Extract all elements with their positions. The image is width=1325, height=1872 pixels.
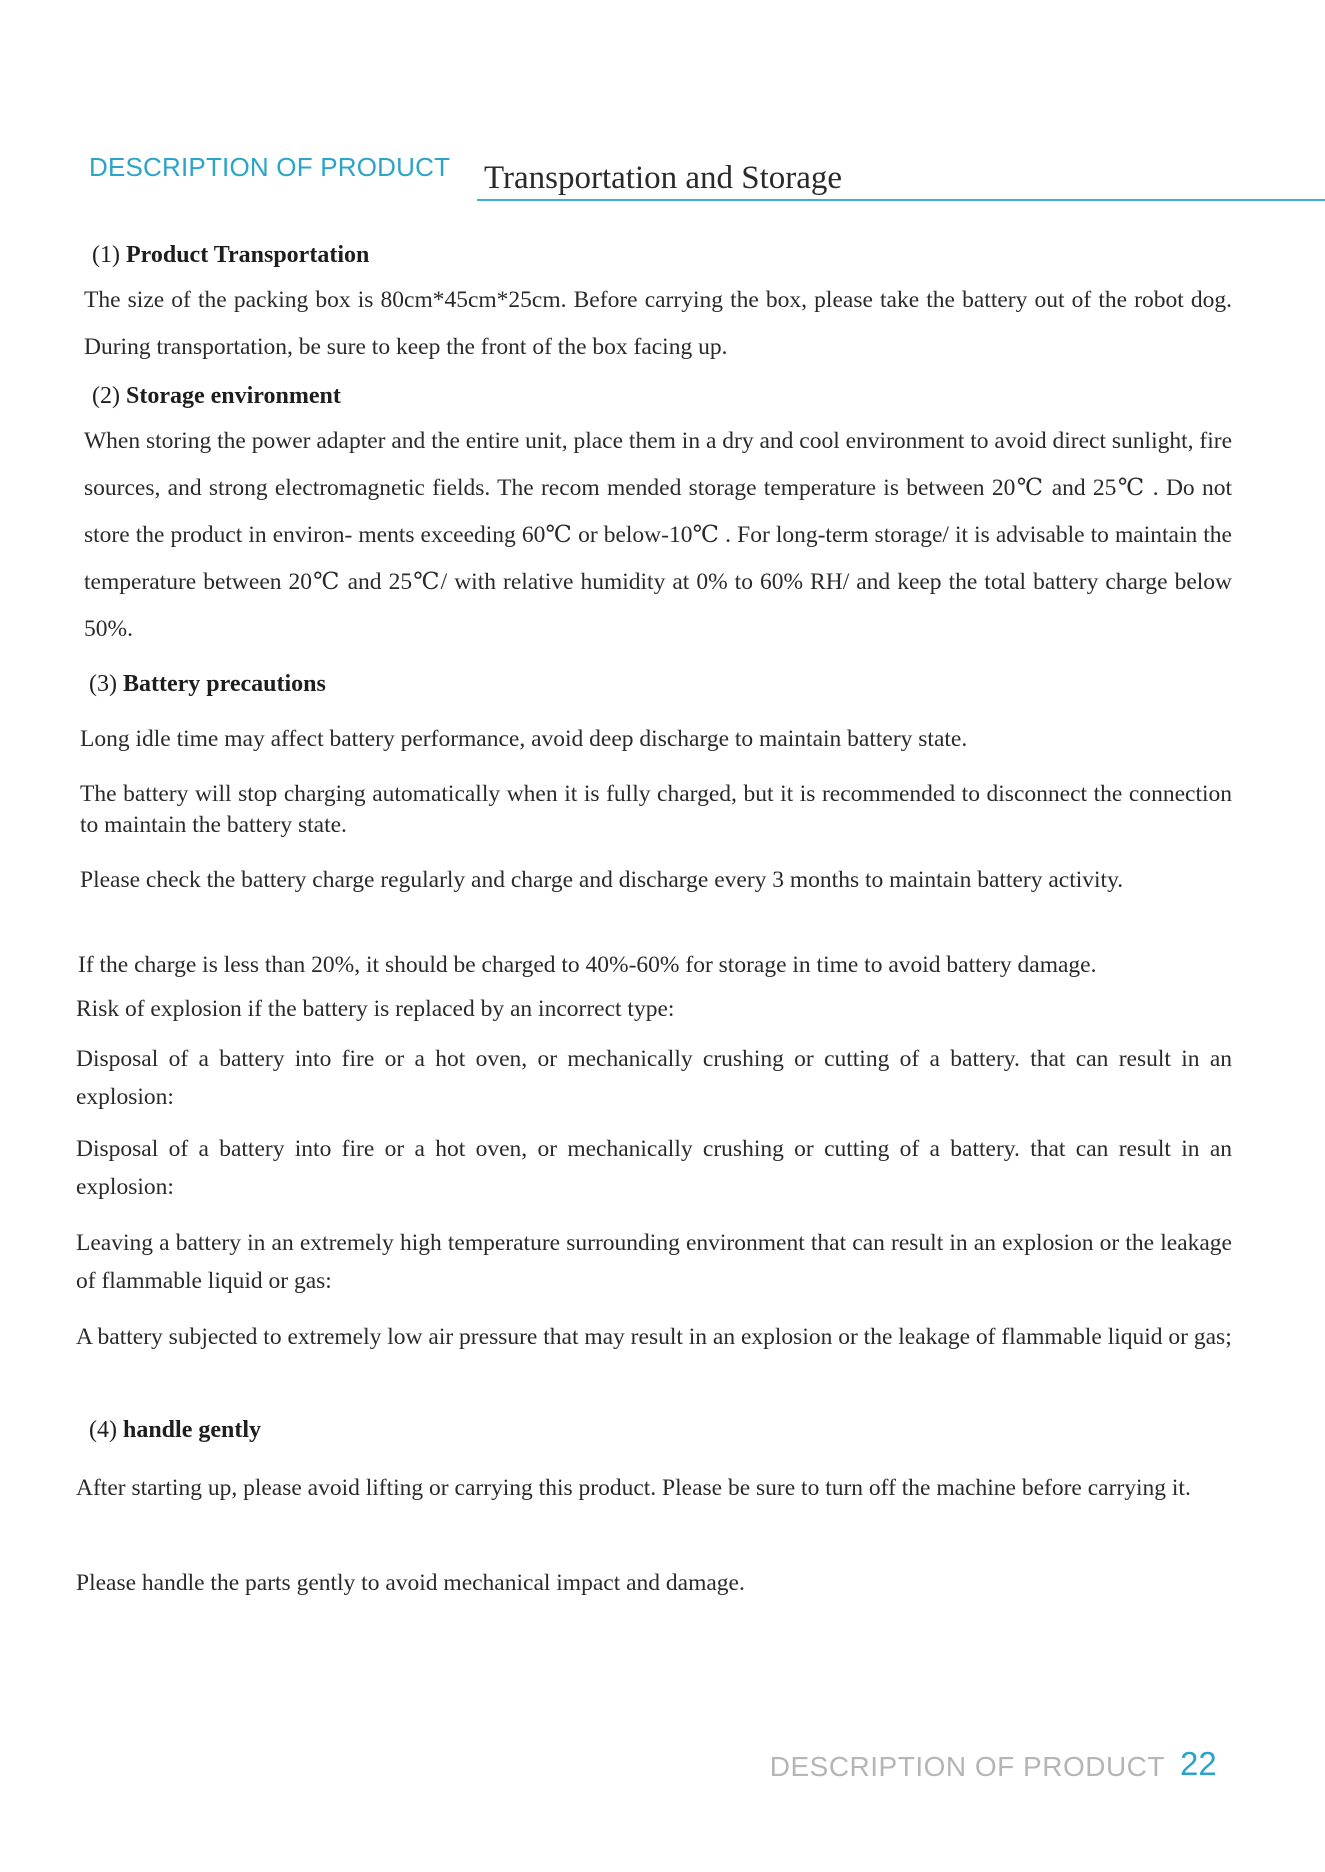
heading-product-transportation <box>92 242 369 269</box>
paragraph-battery-low-charge: If the charge is less than 20%, it should be charged to 40%-60% for storage in time to avoid battery damage. <box>78 952 1097 978</box>
paragraph-battery-idle: Long idle time may affect battery performance, avoid deep discharge to maintain battery state. <box>80 726 968 752</box>
page-title: Transportation and Storage <box>484 160 843 196</box>
footer-section-label: DESCRIPTION OF PRODUCT <box>769 1751 1165 1782</box>
paragraph-battery-disposal-1: Disposal of a battery into fire or a hot oven, or mechanically crushing or cutting of a battery. that can result in an explosion: <box>76 1046 1232 1110</box>
heading-battery-precautions <box>89 671 326 698</box>
paragraph-handle-parts: Please handle the parts gently to avoid mechanical impact and damage. <box>76 1570 745 1596</box>
title-underline <box>477 199 1325 201</box>
paragraph-battery-auto-stop: The battery will stop charging automatically when it is fully charged, but it is recommended to disconnect the connection to maintain the battery state. <box>80 781 1232 838</box>
paragraph-handle-startup: After starting up, please avoid lifting or carrying this product. Please be sure to turn off the machine before carrying it. <box>76 1475 1191 1501</box>
heading-text: Product Transportation <box>125 242 370 268</box>
paragraph-transport: The size of the packing box is 80cm*45cm*25cm. Before carrying the box, please take the battery out of the robot dog. During transportation, be sure to keep the front of the box facing up. <box>84 287 1232 360</box>
heading-number: (4) <box>89 1417 117 1443</box>
page-number: 22 <box>1180 1745 1217 1782</box>
paragraph-battery-check: Please check the battery charge regularly and charge and discharge every 3 months to maintain battery activity. <box>80 867 1124 893</box>
paragraph-storage: When storing the power adapter and the entire unit, place them in a dry and cool environment to avoid direct sunlight, fire sources, and strong electromagnetic fields. The recom mended storage temperature is between 20℃ and 25℃ . Do not store the product in environ- ments exceeding 60℃ or below-10℃ . For long-term storage/ it is advisable to maintain the temperature between 20℃ and 25℃/ with relative humidity at 0% to 60% RH/ and keep the total battery charge below 50%. <box>84 428 1232 642</box>
heading-number: (1) <box>92 242 120 268</box>
paragraph-battery-explosion-risk: Risk of explosion if the battery is replaced by an incorrect type: <box>76 996 675 1022</box>
heading-number: (3) <box>89 671 117 697</box>
heading-number: (2) <box>92 383 120 409</box>
paragraph-battery-disposal-2: Disposal of a battery into fire or a hot oven, or mechanically crushing or cutting of a battery. that can result in an explosion: <box>76 1136 1232 1200</box>
heading-text: Storage environment <box>125 383 341 409</box>
paragraph-battery-high-temp: Leaving a battery in an extremely high temperature surrounding environment that can result in an explosion or the leakage of flammable liquid or gas: <box>76 1230 1232 1294</box>
paragraph-battery-low-pressure: A battery subjected to extremely low air pressure that may result in an explosion or the leakage of flammable liquid or gas; <box>76 1324 1232 1350</box>
heading-text: Battery precautions <box>122 671 326 697</box>
heading-handle-gently <box>89 1417 261 1444</box>
heading-storage-environment <box>92 383 341 410</box>
section-label: DESCRIPTION OF PRODUCT <box>89 152 451 182</box>
heading-text: handle gently <box>122 1417 262 1443</box>
